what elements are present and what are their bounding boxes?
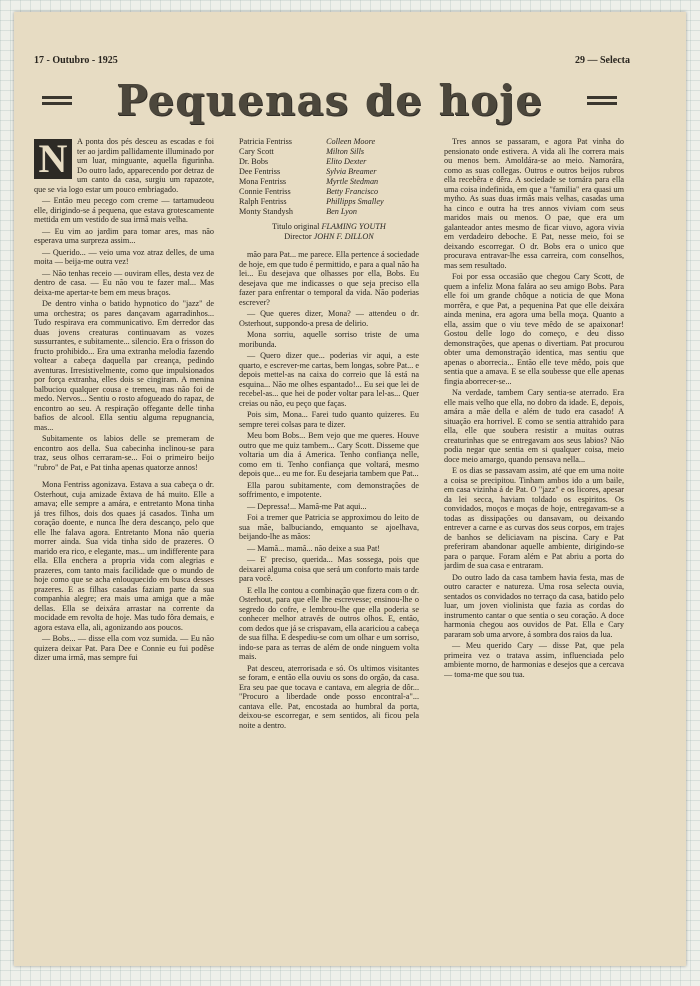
cast-row: Mona Fentriss Myrtle Stedman: [239, 177, 379, 186]
paragraph: Meu bom Bobs... Bem vejo que me queres. Houve outro que me quiz tambem... Cary Scott. Disseme que voltaria um dia á America. Tenho confiança nelle, como em ti. Tenho confiança que voltará, mesmo depois que... eu me for. Eu desejaria tambem que Pat...: [239, 431, 419, 478]
right-ornament: [587, 96, 617, 105]
paragraph: — Eu vim ao jardim para tomar ares, mas não esperava uma surpreza assim...: [34, 226, 214, 245]
paragraph: N A ponta dos pés desceu as escadas e foi ter ao jardim pallidamente illuminado por um luar, minguante, aquella figurinha. Do outro lado, apparecendo por detraz de um canto da casa, surgiu um rapazote, que se via logo estar um pouco embriagado.: [34, 137, 214, 194]
paragraph: — Não tenhas receio — ouviram elles, desta vez de dentro de casa. — Eu não vou te fazer mal... Mas deixa-me apertar-te bem em meus braços.: [34, 268, 214, 297]
cast-row: Cary Scott Milton Sills: [239, 147, 365, 156]
cast-row: Dee Fentriss Sylvia Breamer: [239, 167, 377, 176]
paragraph: Pois sim, Mona... Farei tudo quanto quizeres. Eu sempre terei colsas para te dizer.: [239, 410, 419, 429]
title-row: [42, 75, 617, 125]
column-2: [239, 137, 419, 937]
cast-row: Ralph Fentriss Phillipps Smalley: [239, 197, 384, 206]
paragraph: — Que queres dizer, Mona? — attendeu o dr. Osterhout, suppondo-a presa de delirio.: [239, 309, 419, 328]
original-title-line: Titulo original FLAMING YOUTH: [272, 222, 386, 231]
article-title: Pequenas de hoje: [116, 75, 543, 125]
paragraph: Pat desceu, aterrorisada e só. Os ultimos visitantes se foram, e então ella ouviu os sons do orgão, da casa. Era seu pae que tocava e cantava, em alegria de dôr... "Procuro a liberdade onde posso encontral-a"... cantava elle. Pat, encostada ao humbral da porta, deixou-se escorregar, e sem sentidos, ali ficou pela noite a dentro.: [239, 663, 419, 730]
drop-cap: N: [34, 139, 72, 179]
column-1: [34, 137, 214, 937]
left-ornament: [42, 96, 72, 105]
cast-list: [239, 137, 419, 217]
paragraph: Foi por essa occasião que chegou Cary Scott, de quem a infeliz Mona falára ao seu amigo Bobs. Para elle foi um grande chôque a noticia de que Mona morrêra, e que Pat, a pequenina Pat que elle deixára ainda menina, era agora uma bella moça. Quanto a ella, assim que o viu teve mêdo de se apaixonar! Gostou delle logo do começo, e deu disso demonstrações, que apenas o divertiam. Pat procurou obter uma demonstração identica, mas sentiu que apenas o aborrecia... Então elle teve mêdo, pois que sentia que a amava. E se ella soubesse que elle apenas fingia aborrecer-se...: [444, 272, 624, 386]
paragraph: — Depressa!... Mamã-me Pat aqui...: [247, 501, 367, 511]
page-number: 29 — Selecta: [575, 55, 630, 66]
paragraph: — Querido... — veio uma voz atraz delles, de uma moita — beija-me outra vez!: [34, 247, 214, 266]
paragraph: Do outro lado da casa tambem havia festa, mas de outro caracter e natureza. Uma rosa selecta ouvia, sentados os convidados no terraço da casa, batido pelo luar, um joven violinista que fazia as cordas do instrumento cantar o que sentia o seu coração. A doce harmonia chegou aos ouvidos de Pat. Ella e Cary pararam sob uma arvore, á sombra dos raios da lua.: [444, 572, 624, 639]
article-body: [34, 137, 624, 937]
magazine-page: [14, 12, 686, 966]
cast-row: Connie Fentriss Betty Francisco: [239, 187, 379, 196]
paragraph: — Quero dizer que... poderias vir aqui, a este quarto, e escrever-me cartas, bem longas, sobre Pat... e depois mettel-as na caixa do correio que lá está na esquina... Não me olhes espantado!... Eu sei que lei de recebel-as... que hei de poder voltar para lel-as... Quer creias ou não, eu peço que faças.: [239, 351, 419, 408]
paragraph: — Bobs... — disse ella com voz sumida. — Eu não quizera deixar Pat. Para Dee e Connie eu fui podêse dizer uma irmã, mas sempre fui: [34, 634, 214, 662]
film-credits: [239, 222, 419, 242]
paragraph: Na verdade, tambem Cary sentia-se aterrado. Era elle mais velho que ella, no dobro da idade. E, depois, amára a mãe della e além de tudo era casado! A situação era horrivel. E como se sentia attrahido para ella, elle que soubera resistir a muitas outras creaturinhas que se entregavam aos seus labios? Não podia negar que sentia em si qualquer coisa, meio doce meio amargo, quando pensava nella...: [444, 388, 624, 464]
paragraph: E ella lhe contou a combinação que fizera com o dr. Osterhout, para que elle lhe escrevesse; ensinou-lhe o segredo do cofre, e lembrou-lhe que ella poderia se conhecer melhor através de outros olhos. E, então, com dedos que já se crispavam, ella acariciou a cabeça de sua filha. E despediu-se com um olhar e um sorriso, indo-se para as terras de além de onde ninguem volta mais.: [239, 585, 419, 661]
paragraph: Ella parou subitamente, com demonstrações de soffrimento, e impotente.: [239, 480, 419, 499]
cast-row: Monty Standysh Ben Lyon: [239, 207, 357, 216]
paragraph: mão para Pat... me parece. Ella pertence á sociedade de hoje, em que tudo é permittido, e para a qual não ha lei... Eu desejava que olhasses por ella, Bobs. Eu desejava que me indicasses o que seja preciso ella fazer para enfrentar o temporal da vida. Não poderias escrever?: [239, 250, 419, 307]
paragraph: Mona sorriu, aquelle sorriso triste de uma moribunda.: [239, 330, 419, 349]
paragraph: De dentro vinha o batido hypnotico do "jazz" de uma orchestra; os pares dançavam agarradinhos... Tudo respirava era communicativo. Em derredor das duas jovens creaturas continuavam as vozes sussurrantes, e subitamente... silencio. Era o frisson do fructo prohibido... Era uma extranha melodia fazendo voltear a cabeça daquella par creança, pedindo aventuras. Irresistivelmente, como que impulsionados por força extranha, elles dois se cingiram. A menina balbuciou qualquer cousa e tremeu, mas não foi de medo. Nervos... Sentiu o rosto afogueado do rapaz, de encontro ao seu. A respiração offegante delle tinha bafios de alcool. Ella sentiu alguma repugnancia, mas...: [34, 299, 214, 432]
paragraph: Mona Fentriss agonizava. Estava a sua cabeça o dr. Osterhout, cuja amizade êxtava de há muito. Elle a amava; elle sempre a amára, e entretanto Mona tinha já tres filhos, dois dos quaes já casados. Tinha um coração doente, e nunca lhe dera descanço, pelo que elle lhe falava agora. Entretanto Mona não queria morrer ainda. Sua vida tinha sido de prazeres. O marido era rico, e elegante, mas... um indifferente para ella. Ella enchera a propria vida com alegrias e prazeres, com tanto mais facilidade que o mundo de hoje como que se acha enlouquecido em busca desses prazeres. E as filhas casadas faziam parte da sua companhia alegre; era mais uma amiga que a mãe dellas. Ella se deixára arrastar na corrente da mocidade em revolta de hoje. Mas tudo fôra demais, e agora estava ella, ali, agonizando aos poucos.: [34, 480, 214, 632]
paragraph: — Meu querido Cary — disse Pat, que pela primeira vez o tratava assim, influenciada pelo ambiente morno, de harmonias e desejos que a cercava — toma-me que sou tua.: [444, 641, 624, 679]
director-line: Director JOHN F. DILLON: [284, 232, 374, 241]
paragraph: Foi a tremer que Patricia se approximou do leito de sua mãe, balbuciando, emquanto se ajoelhava, beijando-lhe as mãos:: [239, 513, 419, 541]
paragraph: — Mamã... mamã... não deixe a sua Pat!: [247, 543, 381, 553]
column-3: [444, 137, 624, 937]
cast-row: Dr. Bobs Elito Dexter: [239, 157, 367, 166]
paragraph: — Então meu pecego com creme — tartamudeou elle, dirigindo-se á pequena, que estava grotescamente mettida em um vestido de sua irmã mais velha.: [34, 196, 214, 224]
paragraph: Tres annos se passaram, e agora Pat vinha do pensionato onde estivera. A vida ali lhe correra mais ou menos bem. Amoldára-se ao meio. Namorára, como as suas collegas. Outros e outros beijos rubros ella recebêra e dêra. A sociedade se tornára para ella uma coisa indefinida, em que a "familia" era quasi um mytho. As suas duas irmãs mais velhas, casadas uma ha cinco e outra ha tres annos viviam com seus maridos mais ou menos. O pae, que era um galanteador antes mesmo de ficar viuvo, agora vivia em verdadeiro deboche. E Pat, nesse meio, foi se deixando escorregar. O dr. Bobs era o unico que procurava entravar-lhe essa carreira, com conselhos, mas sem resultado.: [444, 137, 624, 270]
paragraph: Subitamente os labios delle se premeram de encontro aos della. Sua cabecinha inclinou-se para traz, seus olhos cerraram-se... Foi o primeiro beijo "rubro" de Pat, e Pat tinha apenas quatorze annos!: [34, 434, 214, 472]
cast-row: Patricia Fentriss Colleen Moore: [239, 137, 376, 146]
paragraph: E os dias se passavam assim, até que em uma noite a coisa se precipitou. Tinham ambos ido a um baile, em casa vizinha á de Pat. O "jazz" e os licores, apesar da lei secca, haviam toldado os espiritos. Os convidados, moços e moças de hoje, entregavam-se a todas as dissipações ou dansavam, ou deixando entrever a carne e as curvas dos seus corpos, em trajes de banhos se deliciavam na piscina. Cary e Pat preferiram abandonar aquelle ambiente, dirigindo-se para o parque. Foram além e Pat abriu a porta do jardim de sua casa e entraram.: [444, 466, 624, 570]
issue-date: 17 - Outubro - 1925: [34, 55, 118, 66]
paragraph: — E' preciso, querida... Mas sossega, pois que deixarei alguma coisa que será um conforto mais tarde para você.: [239, 555, 419, 583]
